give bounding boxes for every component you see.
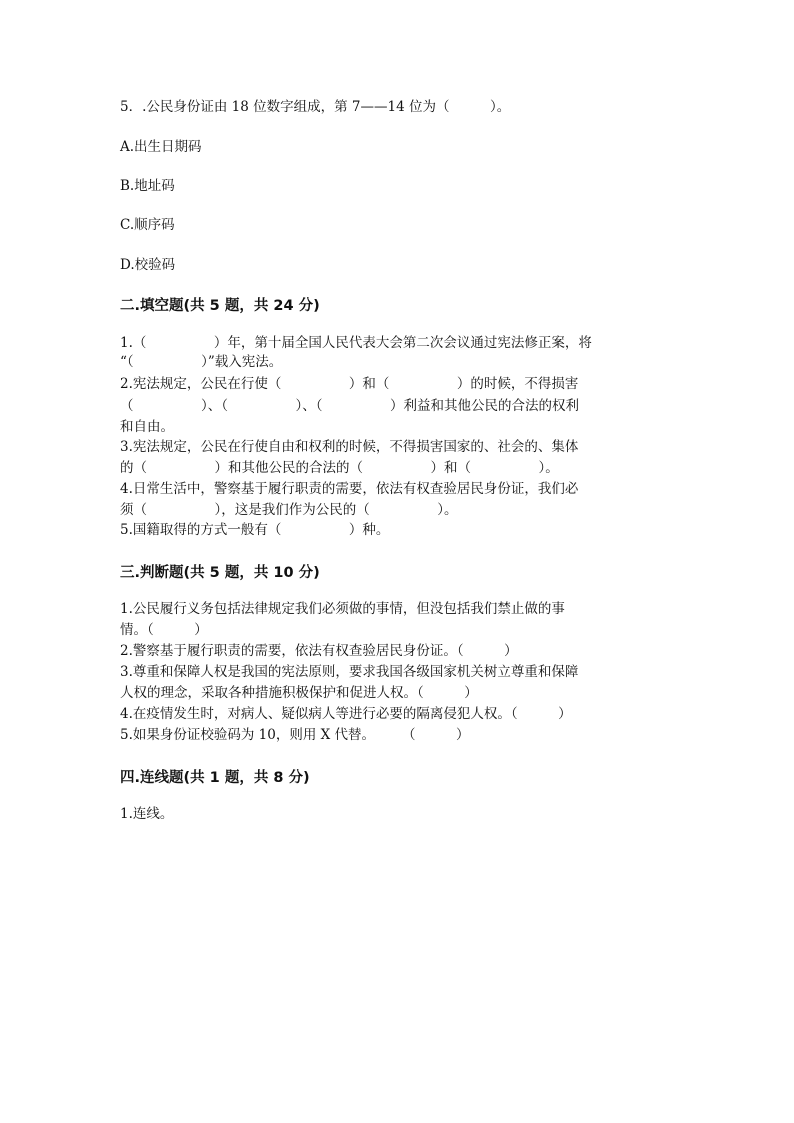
judgment-line: 2.警察基于履行职责的需要，依法有权查验居民身份证。（ ） xyxy=(120,643,518,659)
fill-in-line: 的（ ）和其他公民的合法的（ ）和（ ）。 xyxy=(120,460,559,476)
judgment-line: 人权的理念，采取各种措施积极保护和促进人权。（ ） xyxy=(120,685,478,701)
section-judgment-title: 三.判断题(共 5 题，共 10 分) xyxy=(120,565,320,581)
section-fill-in-title: 二.填空题(共 5 题，共 24 分) xyxy=(120,298,320,314)
fill-in-line: 3.宪法规定，公民在行使自由和权利的时候，不得损害国家的、社会的、集体 xyxy=(120,439,579,455)
fill-in-line: 5.国籍取得的方式一般有（ ）种。 xyxy=(120,522,390,538)
matching-line: 1.连线。 xyxy=(120,806,174,822)
judgment-line: 5.如果身份证校验码为 10，则用 X 代替。 （ ） xyxy=(120,727,470,743)
judgment-line: 4.在疫情发生时，对病人、疑似病人等进行必要的隔离侵犯人权。（ ） xyxy=(120,706,572,722)
question-5-option-a: A.出生日期码 xyxy=(120,139,202,155)
question-5-option-c: C.顺序码 xyxy=(120,217,175,233)
judgment-line: 情。（ ） xyxy=(120,622,208,638)
judgment-line: 3.尊重和保障人权是我国的宪法原则，要求我国各级国家机关树立尊重和保障 xyxy=(120,664,579,680)
fill-in-line: 须（ ），这是我们作为公民的（ ）。 xyxy=(120,502,458,518)
fill-in-line: “（ ）”载入宪法。 xyxy=(120,354,283,370)
question-5-stem: 5．.公民身份证由 18 位数字组成，第 7——14 位为（ ）。 xyxy=(120,99,511,115)
fill-in-line: 2.宪法规定，公民在行使（ ）和（ ）的时候，不得损害 xyxy=(120,376,579,392)
section-matching-title: 四.连线题(共 1 题，共 8 分) xyxy=(120,770,310,786)
fill-in-line: 和自由。 xyxy=(120,419,174,435)
question-5-option-b: B.地址码 xyxy=(120,178,175,194)
question-5-option-d: D.校验码 xyxy=(120,257,176,273)
fill-in-line: （ ）、（ ）、（ ）利益和其他公民的合法的权利 xyxy=(120,398,579,414)
fill-in-line: 1.（ ）年，第十届全国人民代表大会第二次会议通过宪法修正案，将 xyxy=(120,335,592,351)
fill-in-line: 4.日常生活中，警察基于履行职责的需要，依法有权查验居民身份证，我们必 xyxy=(120,481,579,497)
judgment-line: 1.公民履行义务包括法律规定我们必须做的事情，但没包括我们禁止做的事 xyxy=(120,601,565,617)
